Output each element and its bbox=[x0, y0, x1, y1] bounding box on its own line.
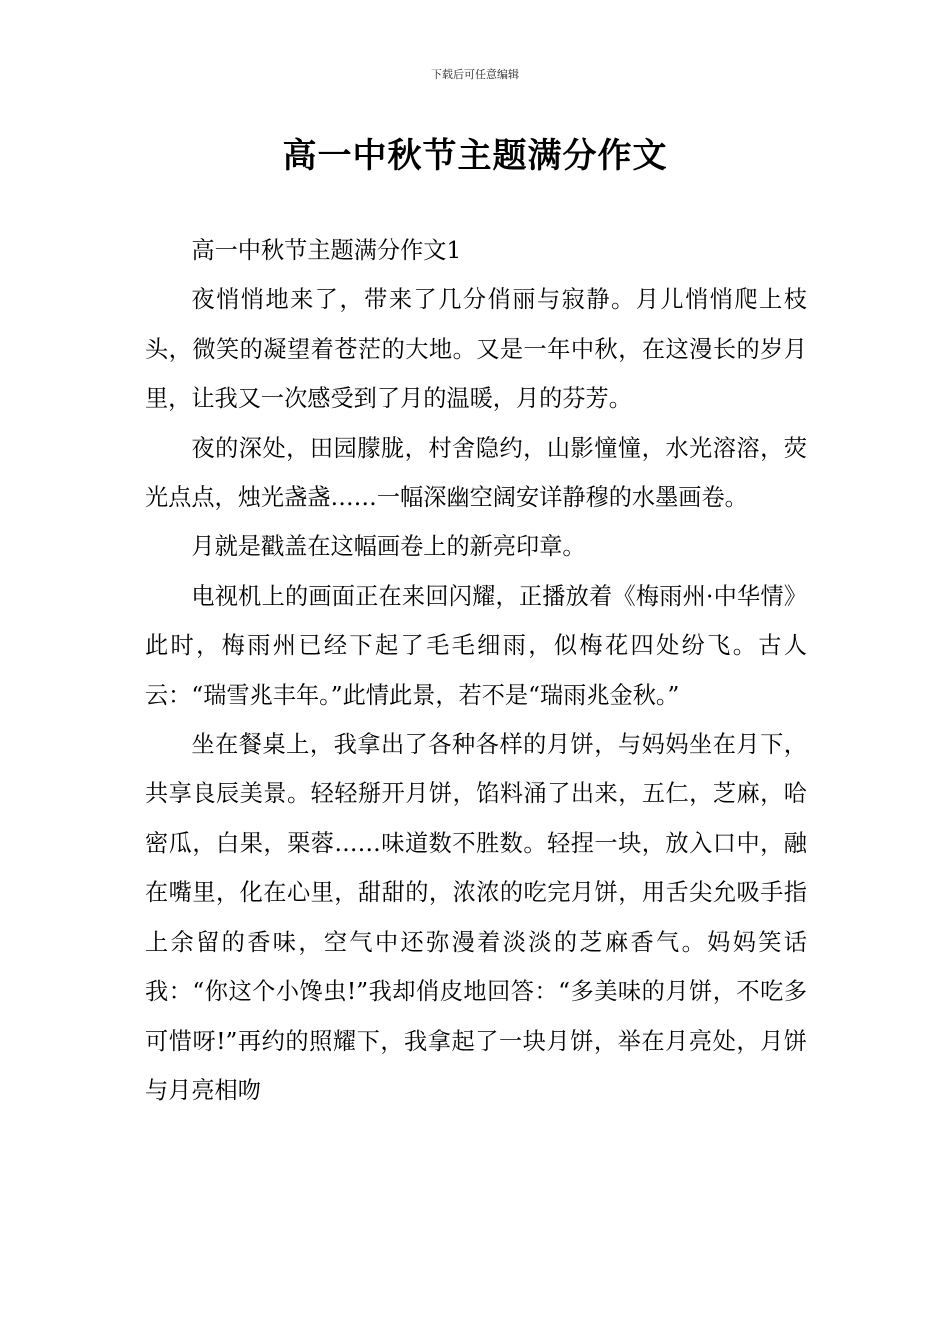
paragraph: 月就是戳盖在这幅画卷上的新亮印章。 bbox=[191, 533, 586, 561]
paragraph: 电视机上的画面正在来回闪耀，正播放着《梅雨州·中华情》此时，梅雨州已经下起了毛毛细雨，似梅花四处纷飞。古人云：“瑞雪兆丰年。”此情此景，若不是“瑞雨兆金秋。” bbox=[145, 582, 807, 709]
paragraph: 坐在餐桌上，我拿出了各种各样的月饼，与妈妈坐在月下，共享良辰美景。轻轻掰开月饼，馅料涌了出来，五仁，芝麻，哈密瓜，白果，栗蓉……味道数不胜数。轻捏一块，放入口中，融在嘴里，化在心里，甜甜的，浓浓的吃完月饼，用舌尖允吸手指上余留的香味，空气中还弥漫着淡淡的芝麻香气。妈妈笑话我：“你这个小馋虫!”我却俏皮地回答：“多美味的月饼，不吃多可惜呀!”再约的照耀下，我拿起了一块月饼，举在月亮处，月饼与月亮相吻 bbox=[145, 731, 807, 1104]
document-title: 高一中秋节主题满分作文 bbox=[282, 136, 668, 176]
paragraph: 夜的深处，田园朦胧，村舍隐约，山影憧憧，水光溶溶，荧光点点，烛光盏盏……一幅深幽空阔安详静穆的水墨画卷。 bbox=[145, 434, 807, 512]
header-note: 下载后可任意编辑 bbox=[431, 68, 519, 81]
paragraph: 夜悄悄地来了，带来了几分俏丽与寂静。月儿悄悄爬上枝头，微笑的凝望着苍茫的大地。又是一年中秋，在这漫长的岁月里，让我又一次感受到了月的温暖，月的芬芳。 bbox=[145, 286, 807, 413]
section-heading: 高一中秋节主题满分作文1 bbox=[191, 237, 462, 264]
document-body bbox=[145, 226, 807, 1115]
